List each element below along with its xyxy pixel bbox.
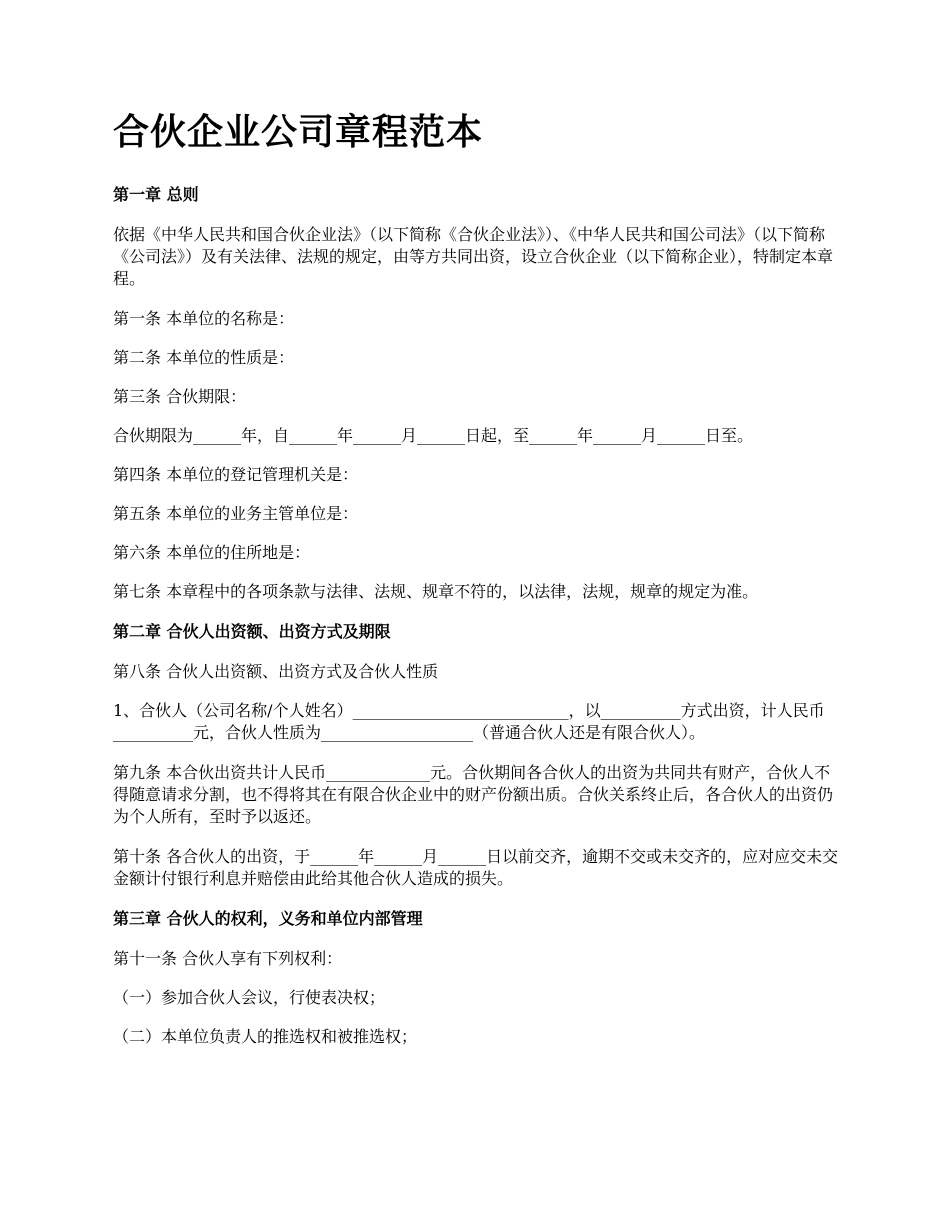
chapter-heading-3: 第三章 合伙人的权利，义务和单位内部管理: [113, 909, 423, 928]
article-11: 第十一条 合伙人享有下列权利：: [113, 949, 343, 968]
article-8: 第八条 合伙人出资额、出资方式及合伙人性质: [113, 662, 439, 681]
right-item-2: （二）本单位负责人的推选权和被推选权；: [113, 1027, 418, 1046]
article-7: 第七条 本章程中的各项条款与法律、法规、规章不符的，以法律，法规，规章的规定为准。: [113, 582, 759, 601]
partner-item-1: 1、合伙人（公司名称/个人姓名）___________________________，以__________方式出资，计人民币__________元，合伙人性质为___________________（普通合伙人还是有限合伙人）。: [113, 701, 825, 742]
partnership-term: 合伙期限为______年，自______年______月______日起，至______年______月______日至。: [113, 426, 754, 445]
document-title: 合伙企业公司章程范本: [113, 112, 484, 153]
article-4: 第四条 本单位的登记管理机关是：: [113, 465, 359, 484]
article-2: 第二条 本单位的性质是：: [113, 348, 295, 367]
article-6: 第六条 本单位的住所地是：: [113, 543, 311, 562]
article-3: 第三条 合伙期限：: [113, 387, 247, 406]
article-5: 第五条 本单位的业务主管单位是：: [113, 504, 359, 523]
chapter-heading-2: 第二章 合伙人出资额、出资方式及期限: [113, 622, 391, 641]
intro-paragraph: 依据《中华人民共和国合伙企业法》（以下简称《合伙企业法》）、《中华人民共和国公司法》（以下简称《公司法》）及有关法律、法规的规定，由等方共同出资，设立合伙企业（以下简称企业），特制定本章程。: [113, 225, 834, 288]
document-page: [113, 108, 843, 1065]
article-10: 第十条 各合伙人的出资，于______年______月______日以前交齐，逾期不交或未交齐的，应对应交未交金额计付银行利息并赔偿由此给其他合伙人造成的损失。: [113, 847, 839, 888]
chapter-heading-1: 第一章 总则: [113, 185, 199, 204]
article-9: 第九条 本合伙出资共计人民币_____________元。合伙期间各合伙人的出资为共同共有财产，合伙人不得随意请求分割，也不得将其在有限合伙企业中的财产份额出质。合伙关系终止后，各合伙人的出资仍为个人所有，至时予以返还。: [113, 763, 834, 826]
article-1: 第一条 本单位的名称是：: [113, 309, 295, 328]
right-item-1: （一）参加合伙人会议，行使表决权；: [113, 988, 386, 1007]
